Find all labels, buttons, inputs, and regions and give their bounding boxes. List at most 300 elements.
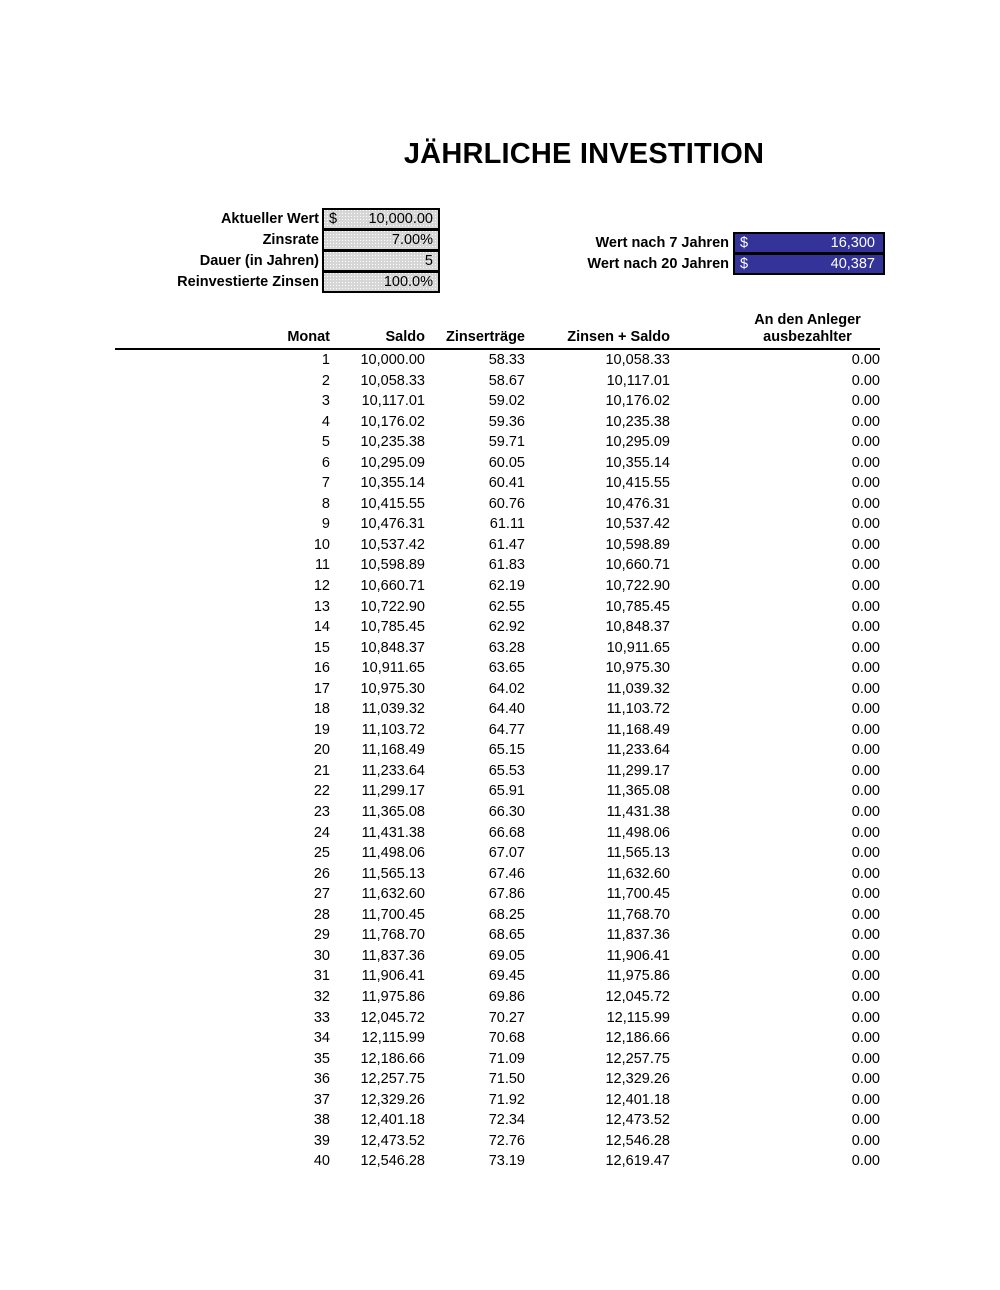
cell-spacer-2 — [525, 1110, 545, 1131]
cell-spacer-2 — [525, 1069, 545, 1090]
cell-ausbezahlter: 0.00 — [851, 1050, 880, 1067]
cell-saldo: 11,498.06 — [361, 845, 425, 862]
header-spacer-3 — [670, 312, 735, 349]
cell-monat: 8 — [321, 495, 330, 512]
cell-zinsertraege: 68.25 — [488, 906, 525, 923]
results-panel — [500, 232, 885, 274]
cell-ausbezahlter: 0.00 — [851, 639, 880, 656]
cell-spacer — [115, 514, 265, 535]
table-row — [115, 473, 880, 494]
cell-ausbezahlter: 0.00 — [851, 824, 880, 841]
cell-ausbezahlter: 0.00 — [851, 947, 880, 964]
cell-spacer — [115, 781, 265, 802]
cell-ausbezahlter: 0.00 — [851, 845, 880, 862]
cell-ausbezahlter: 0.00 — [851, 660, 880, 677]
cell-zinsertraege: 67.07 — [488, 845, 525, 862]
cell-saldo: 11,233.64 — [361, 762, 425, 779]
cell-saldo: 10,176.02 — [360, 413, 425, 430]
cell-zinsen-plus-saldo: 12,401.18 — [605, 1091, 670, 1108]
cell-spacer-2 — [525, 535, 545, 556]
input-label-3: Reinvestierte Zinsen — [177, 274, 319, 290]
cell-zinsertraege: 70.68 — [488, 1030, 525, 1047]
table-row — [115, 1028, 880, 1049]
page-title: JÄHRLICHE INVESTITION — [403, 138, 765, 170]
cell-zinsertraege: 67.46 — [488, 865, 525, 882]
cell-zinsen-plus-saldo: 10,848.37 — [605, 619, 670, 636]
cell-zinsen-plus-saldo: 12,186.66 — [605, 1030, 670, 1047]
cell-saldo: 12,186.66 — [360, 1050, 425, 1067]
cell-saldo: 11,039.32 — [361, 701, 425, 718]
cell-monat: 13 — [313, 598, 330, 615]
cell-zinsertraege: 68.65 — [488, 927, 525, 944]
currency-symbol: $ — [329, 211, 338, 227]
input-value-2: 5 — [424, 253, 433, 269]
table-row — [115, 781, 880, 802]
input-value-3: 100.0% — [383, 274, 433, 290]
cell-zinsen-plus-saldo: 11,039.32 — [606, 680, 670, 697]
cell-zinsertraege: 64.02 — [488, 680, 525, 697]
cell-spacer-3 — [670, 1069, 735, 1090]
input-label-0: Aktueller Wert — [220, 211, 319, 227]
input-label-2: Dauer (in Jahren) — [199, 253, 319, 269]
cell-spacer — [115, 1090, 265, 1111]
cell-saldo: 10,415.55 — [360, 495, 425, 512]
cell-monat: 4 — [321, 413, 330, 430]
cell-zinsen-plus-saldo: 10,176.02 — [605, 393, 670, 410]
cell-zinsen-plus-saldo: 11,299.17 — [606, 762, 670, 779]
cell-spacer-2 — [525, 391, 545, 412]
cell-monat: 38 — [313, 1112, 330, 1129]
cell-spacer-3 — [670, 432, 735, 453]
cell-saldo: 11,700.45 — [361, 906, 425, 923]
cell-ausbezahlter: 0.00 — [851, 475, 880, 492]
cell-saldo: 11,768.70 — [361, 927, 425, 944]
cell-zinsertraege: 63.28 — [488, 639, 525, 656]
cell-zinsen-plus-saldo: 11,365.08 — [606, 783, 670, 800]
cell-spacer — [115, 823, 265, 844]
cell-saldo: 11,906.41 — [361, 968, 425, 985]
cell-saldo: 10,660.71 — [360, 578, 425, 595]
cell-zinsen-plus-saldo: 10,722.90 — [605, 578, 670, 595]
cell-spacer-3 — [670, 1049, 735, 1070]
cell-spacer — [115, 864, 265, 885]
cell-zinsen-plus-saldo: 11,233.64 — [606, 742, 670, 759]
cell-spacer-3 — [670, 391, 735, 412]
cell-spacer-2 — [525, 740, 545, 761]
cell-ausbezahlter: 0.00 — [851, 906, 880, 923]
cell-saldo: 11,365.08 — [361, 804, 425, 821]
cell-ausbezahlter: 0.00 — [851, 557, 880, 574]
cell-saldo: 10,295.09 — [360, 454, 425, 471]
cell-spacer-2 — [525, 555, 545, 576]
cell-spacer — [115, 905, 265, 926]
cell-zinsertraege: 60.05 — [488, 454, 525, 471]
table-row — [115, 966, 880, 987]
cell-zinsen-plus-saldo: 12,329.26 — [605, 1071, 670, 1088]
cell-spacer — [115, 884, 265, 905]
table-row — [115, 864, 880, 885]
cell-spacer-3 — [670, 638, 735, 659]
cell-monat: 10 — [313, 536, 330, 553]
cell-spacer-3 — [670, 1131, 735, 1152]
cell-ausbezahlter: 0.00 — [851, 701, 880, 718]
cell-ausbezahlter: 0.00 — [851, 1071, 880, 1088]
cell-monat: 11 — [314, 557, 330, 574]
cell-monat: 9 — [321, 516, 330, 533]
cell-saldo: 10,848.37 — [360, 639, 425, 656]
table-row — [115, 494, 880, 515]
cell-zinsen-plus-saldo: 11,837.36 — [606, 927, 670, 944]
cell-monat: 33 — [313, 1009, 330, 1026]
cell-ausbezahlter: 0.00 — [851, 680, 880, 697]
input-row-2 — [140, 250, 440, 272]
cell-zinsen-plus-saldo: 11,768.70 — [606, 906, 670, 923]
cell-monat: 3 — [321, 393, 330, 410]
cell-spacer-3 — [670, 802, 735, 823]
cell-zinsertraege: 65.15 — [488, 742, 525, 759]
cell-spacer-3 — [670, 781, 735, 802]
cell-zinsen-plus-saldo: 11,632.60 — [606, 865, 670, 882]
table-row — [115, 1110, 880, 1131]
cell-ausbezahlter: 0.00 — [851, 1009, 880, 1026]
cell-spacer — [115, 391, 265, 412]
cell-zinsen-plus-saldo: 11,498.06 — [606, 824, 670, 841]
cell-saldo: 12,329.26 — [360, 1091, 425, 1108]
table-row — [115, 617, 880, 638]
cell-spacer — [115, 638, 265, 659]
cell-ausbezahlter: 0.00 — [851, 783, 880, 800]
cell-spacer — [115, 740, 265, 761]
cell-spacer — [115, 1008, 265, 1029]
cell-zinsertraege: 58.33 — [488, 352, 525, 368]
result-label-0: Wert nach 7 Jahren — [595, 235, 729, 251]
cell-monat: 25 — [313, 845, 330, 862]
cell-spacer-2 — [525, 1028, 545, 1049]
table-row — [115, 1131, 880, 1152]
table-body — [115, 349, 880, 1172]
result-row-1 — [500, 253, 885, 275]
cell-spacer-2 — [525, 1049, 545, 1070]
cell-zinsertraege: 64.40 — [488, 701, 525, 718]
table-row — [115, 638, 880, 659]
cell-spacer — [115, 432, 265, 453]
cell-zinsertraege: 61.83 — [488, 557, 525, 574]
cell-spacer — [115, 1069, 265, 1090]
cell-zinsertraege: 61.47 — [488, 536, 525, 553]
cell-saldo: 10,235.38 — [360, 434, 425, 451]
cell-spacer-3 — [670, 925, 735, 946]
cell-zinsen-plus-saldo: 11,906.41 — [606, 947, 670, 964]
input-field-0[interactable] — [322, 208, 440, 230]
cell-monat: 27 — [313, 886, 330, 903]
cell-spacer-2 — [525, 1008, 545, 1029]
cell-spacer — [115, 802, 265, 823]
cell-monat: 21 — [313, 762, 330, 779]
header-saldo: Saldo — [330, 312, 425, 349]
cell-spacer — [115, 1028, 265, 1049]
cell-spacer — [115, 349, 265, 371]
cell-spacer-3 — [670, 1090, 735, 1111]
cell-spacer-2 — [525, 966, 545, 987]
cell-zinsertraege: 71.50 — [488, 1071, 525, 1088]
cell-zinsertraege: 62.55 — [488, 598, 525, 615]
input-value-1: 7.00% — [391, 232, 433, 248]
cell-monat: 28 — [313, 906, 330, 923]
cell-zinsen-plus-saldo: 10,785.45 — [605, 598, 670, 615]
cell-saldo: 10,000.00 — [360, 352, 425, 368]
table-row — [115, 349, 880, 371]
table-row — [115, 453, 880, 474]
cell-zinsertraege: 59.36 — [488, 413, 525, 430]
cell-saldo: 10,975.30 — [360, 680, 425, 697]
cell-spacer-2 — [525, 884, 545, 905]
cell-spacer-2 — [525, 1131, 545, 1152]
cell-spacer — [115, 371, 265, 392]
cell-ausbezahlter: 0.00 — [851, 1132, 880, 1149]
cell-ausbezahlter: 0.00 — [851, 865, 880, 882]
cell-zinsertraege: 67.86 — [488, 886, 525, 903]
cell-zinsertraege: 65.53 — [488, 762, 525, 779]
cell-zinsen-plus-saldo: 11,565.13 — [606, 845, 670, 862]
cell-spacer-2 — [525, 679, 545, 700]
cell-spacer-2 — [525, 1090, 545, 1111]
table-row — [115, 1049, 880, 1070]
table-header-row — [115, 312, 880, 349]
input-field-3[interactable] — [322, 271, 440, 293]
header-ausbezahlter-line2: ausbezahlter — [763, 329, 852, 345]
cell-saldo: 12,473.52 — [360, 1132, 425, 1149]
cell-zinsen-plus-saldo: 11,975.86 — [606, 968, 670, 985]
cell-spacer — [115, 658, 265, 679]
cell-saldo: 10,911.65 — [361, 660, 425, 677]
cell-saldo: 10,476.31 — [360, 516, 425, 533]
header-monat: Monat — [265, 312, 330, 349]
cell-zinsen-plus-saldo: 11,700.45 — [606, 886, 670, 903]
cell-spacer-2 — [525, 1151, 545, 1172]
cell-zinsen-plus-saldo: 12,045.72 — [605, 988, 670, 1005]
cell-zinsen-plus-saldo: 12,546.28 — [605, 1132, 670, 1149]
header-ausbezahlter — [735, 312, 880, 349]
cell-zinsen-plus-saldo: 10,911.65 — [606, 639, 670, 656]
cell-spacer-2 — [525, 761, 545, 782]
cell-zinsen-plus-saldo: 12,115.99 — [606, 1009, 670, 1026]
cell-monat: 5 — [321, 434, 330, 451]
cell-monat: 19 — [313, 721, 330, 738]
cell-spacer — [115, 1151, 265, 1172]
cell-saldo: 12,546.28 — [360, 1153, 425, 1170]
cell-spacer — [115, 679, 265, 700]
cell-saldo: 11,168.49 — [361, 742, 425, 759]
cell-zinsen-plus-saldo: 10,355.14 — [605, 454, 670, 471]
cell-spacer-3 — [670, 679, 735, 700]
investment-schedule-table — [115, 312, 880, 1172]
cell-monat: 23 — [313, 804, 330, 821]
cell-spacer-3 — [670, 597, 735, 618]
cell-spacer-2 — [525, 843, 545, 864]
cell-monat: 37 — [313, 1091, 330, 1108]
cell-spacer-3 — [670, 535, 735, 556]
cell-spacer-3 — [670, 740, 735, 761]
cell-monat: 31 — [313, 968, 330, 985]
cell-saldo: 10,722.90 — [360, 598, 425, 615]
cell-ausbezahlter: 0.00 — [851, 578, 880, 595]
cell-spacer-2 — [525, 349, 545, 371]
header-spacer-2 — [525, 312, 545, 349]
cell-ausbezahlter: 0.00 — [851, 988, 880, 1005]
cell-zinsertraege: 64.77 — [488, 721, 525, 738]
cell-spacer — [115, 761, 265, 782]
cell-spacer-3 — [670, 349, 735, 371]
header-spacer — [115, 312, 265, 349]
cell-spacer — [115, 1110, 265, 1131]
table-row — [115, 371, 880, 392]
cell-zinsertraege: 71.09 — [488, 1050, 525, 1067]
input-parameters-panel — [140, 208, 440, 292]
input-row-3 — [140, 271, 440, 293]
cell-ausbezahlter: 0.00 — [851, 804, 880, 821]
cell-spacer — [115, 555, 265, 576]
cell-spacer — [115, 987, 265, 1008]
table-row — [115, 576, 880, 597]
cell-spacer-3 — [670, 617, 735, 638]
cell-saldo: 11,103.72 — [361, 721, 425, 738]
cell-monat: 22 — [313, 783, 330, 800]
cell-zinsertraege: 62.92 — [488, 619, 525, 636]
cell-monat: 17 — [313, 680, 330, 697]
cell-spacer-3 — [670, 946, 735, 967]
cell-zinsen-plus-saldo: 10,660.71 — [605, 557, 670, 574]
cell-zinsen-plus-saldo: 11,431.38 — [606, 804, 670, 821]
cell-zinsen-plus-saldo: 12,257.75 — [605, 1050, 670, 1067]
table-row — [115, 514, 880, 535]
table-row — [115, 823, 880, 844]
cell-ausbezahlter: 0.00 — [851, 352, 880, 368]
cell-ausbezahlter: 0.00 — [851, 762, 880, 779]
cell-saldo: 10,785.45 — [360, 619, 425, 636]
cell-spacer-3 — [670, 966, 735, 987]
cell-zinsen-plus-saldo: 10,235.38 — [605, 413, 670, 430]
cell-spacer — [115, 925, 265, 946]
cell-spacer-2 — [525, 473, 545, 494]
cell-zinsertraege: 66.68 — [488, 824, 525, 841]
cell-monat: 1 — [321, 352, 330, 368]
cell-zinsen-plus-saldo: 10,117.01 — [606, 372, 670, 389]
cell-spacer-2 — [525, 514, 545, 535]
cell-saldo: 10,598.89 — [360, 557, 425, 574]
cell-spacer-3 — [670, 843, 735, 864]
cell-zinsen-plus-saldo: 10,476.31 — [605, 495, 670, 512]
table-row — [115, 535, 880, 556]
result-value-box-0 — [733, 232, 885, 254]
cell-zinsertraege: 65.91 — [488, 783, 525, 800]
cell-saldo: 11,837.36 — [361, 947, 425, 964]
cell-spacer-3 — [670, 494, 735, 515]
table-row — [115, 658, 880, 679]
input-row-0 — [140, 208, 440, 230]
cell-zinsen-plus-saldo: 10,598.89 — [605, 536, 670, 553]
cell-zinsertraege: 60.76 — [488, 495, 525, 512]
header-zinsertraege: Zinserträge — [425, 312, 525, 349]
cell-spacer — [115, 597, 265, 618]
table-row — [115, 761, 880, 782]
table-row — [115, 699, 880, 720]
cell-spacer-3 — [670, 555, 735, 576]
cell-monat: 7 — [321, 475, 330, 492]
cell-spacer-2 — [525, 925, 545, 946]
cell-zinsertraege: 69.86 — [488, 988, 525, 1005]
cell-spacer-3 — [670, 884, 735, 905]
cell-spacer-2 — [525, 371, 545, 392]
cell-ausbezahlter: 0.00 — [851, 886, 880, 903]
cell-monat: 15 — [313, 639, 330, 656]
cell-spacer-2 — [525, 864, 545, 885]
cell-spacer-3 — [670, 864, 735, 885]
cell-saldo: 11,632.60 — [361, 886, 425, 903]
result-value-0: 16,300 — [830, 235, 875, 251]
cell-spacer — [115, 576, 265, 597]
cell-monat: 12 — [313, 578, 330, 595]
input-label-1: Zinsrate — [262, 232, 319, 248]
cell-monat: 14 — [313, 619, 330, 636]
cell-spacer-3 — [670, 453, 735, 474]
cell-spacer-2 — [525, 597, 545, 618]
cell-zinsen-plus-saldo: 10,537.42 — [605, 516, 670, 533]
cell-ausbezahlter: 0.00 — [851, 413, 880, 430]
table-row — [115, 412, 880, 433]
cell-spacer-2 — [525, 453, 545, 474]
cell-zinsen-plus-saldo: 11,103.72 — [606, 701, 670, 718]
cell-spacer — [115, 473, 265, 494]
cell-saldo: 11,431.38 — [361, 824, 425, 841]
cell-spacer-3 — [670, 699, 735, 720]
cell-zinsertraege: 72.34 — [488, 1112, 525, 1129]
table-row — [115, 987, 880, 1008]
cell-zinsen-plus-saldo: 10,295.09 — [605, 434, 670, 451]
cell-zinsertraege: 73.19 — [488, 1153, 525, 1170]
table-row — [115, 555, 880, 576]
cell-spacer-3 — [670, 1008, 735, 1029]
cell-monat: 6 — [321, 454, 330, 471]
cell-monat: 20 — [313, 742, 330, 759]
cell-ausbezahlter: 0.00 — [851, 454, 880, 471]
cell-spacer — [115, 535, 265, 556]
cell-saldo: 10,355.14 — [360, 475, 425, 492]
cell-zinsertraege: 69.05 — [488, 947, 525, 964]
cell-saldo: 10,058.33 — [360, 372, 425, 389]
header-zinsen-plus-saldo: Zinsen + Saldo — [545, 312, 670, 349]
cell-spacer-3 — [670, 987, 735, 1008]
header-ausbezahlter-line1: An den Anleger — [754, 312, 861, 328]
cell-spacer — [115, 720, 265, 741]
cell-spacer-2 — [525, 412, 545, 433]
table-row — [115, 679, 880, 700]
cell-spacer — [115, 1049, 265, 1070]
input-field-1[interactable] — [322, 229, 440, 251]
cell-spacer-3 — [670, 514, 735, 535]
table-row — [115, 843, 880, 864]
cell-monat: 34 — [313, 1030, 330, 1047]
input-field-2[interactable] — [322, 250, 440, 272]
result-row-0 — [500, 232, 885, 254]
cell-ausbezahlter: 0.00 — [851, 536, 880, 553]
cell-zinsertraege: 61.11 — [489, 516, 525, 533]
cell-zinsertraege: 58.67 — [488, 372, 525, 389]
table-row — [115, 884, 880, 905]
cell-spacer-2 — [525, 617, 545, 638]
cell-spacer — [115, 617, 265, 638]
cell-monat: 35 — [313, 1050, 330, 1067]
cell-monat: 40 — [313, 1153, 330, 1170]
